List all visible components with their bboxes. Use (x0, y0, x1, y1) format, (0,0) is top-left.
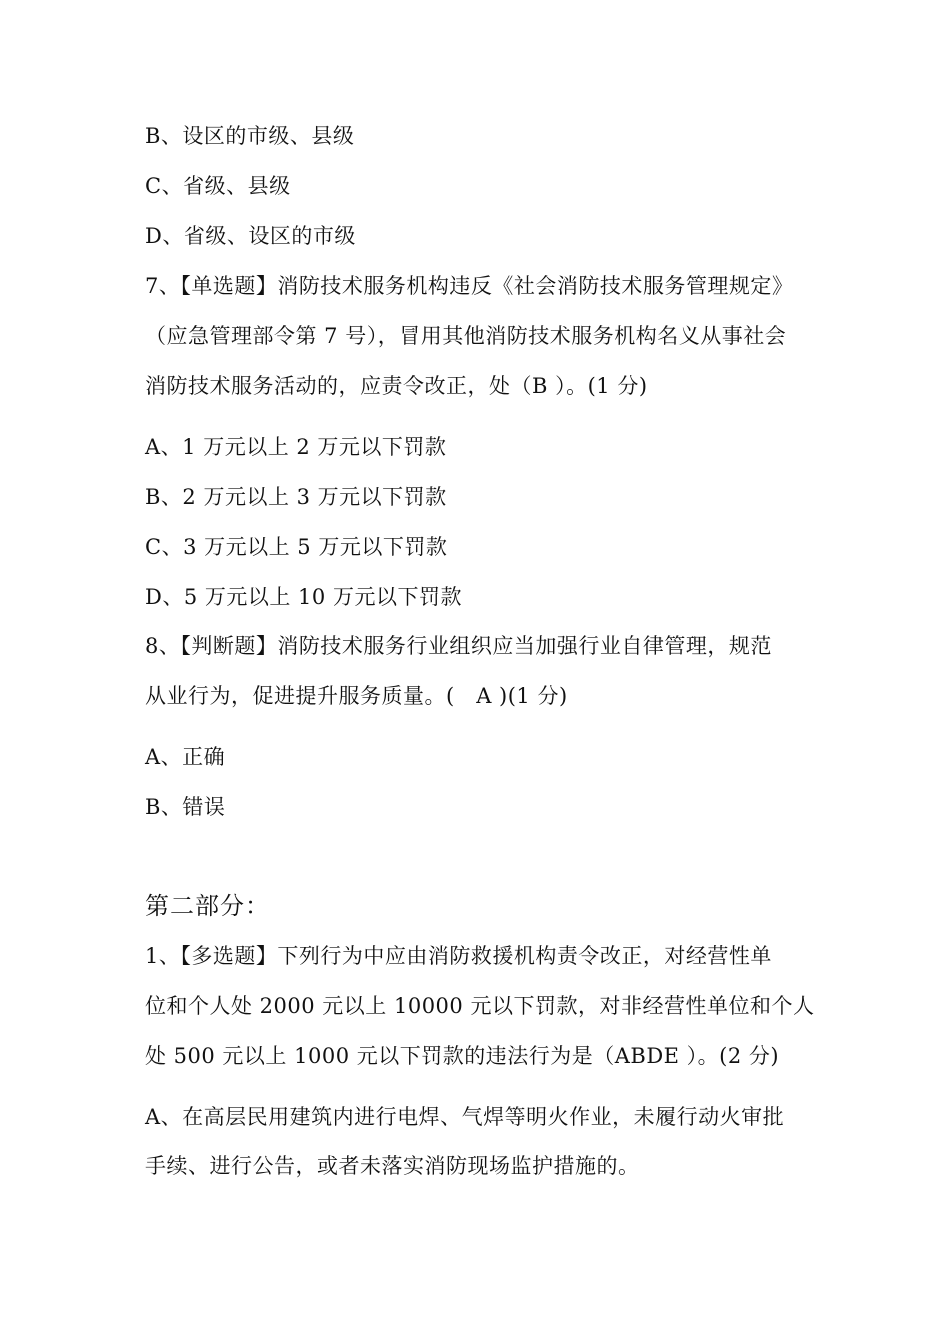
q8-text-line-2: 从业行为，促进提升服务质量。( A )(1 分) (145, 684, 568, 708)
q6-option-c: C、省级、县级 (145, 174, 291, 198)
q7-option-b: B、2 万元以上 3 万元以下罚款 (145, 485, 447, 509)
q7-option-c: C、3 万元以上 5 万元以下罚款 (145, 535, 448, 559)
q8-option-a: A、正确 (145, 745, 226, 769)
section-heading: 第二部分： (145, 892, 270, 920)
q6-option-d: D、省级、设区的市级 (145, 224, 356, 248)
q8-option-b: B、错误 (145, 795, 226, 819)
part2-q1-text-line-1: 1、【多选题】下列行为中应由消防救援机构责令改正，对经营性单 (145, 944, 772, 968)
q6-option-b: B、设区的市级、县级 (145, 124, 355, 148)
q7-text-line-3: 消防技术服务活动的，应责令改正，处（B ）。(1 分) (145, 374, 648, 398)
q8-text-line-1: 8、【判断题】消防技术服务行业组织应当加强行业自律管理，规范 (145, 634, 772, 658)
q7-option-d: D、5 万元以上 10 万元以下罚款 (145, 585, 462, 609)
part2-q1-option-a-line-1: A、在高层民用建筑内进行电焊、气焊等明火作业，未履行动火审批 (145, 1105, 785, 1129)
q7-text-line-2: （应急管理部令第 7 号），冒用其他消防技术服务机构名义从事社会 (145, 324, 787, 348)
part2-q1-option-a-line-2: 手续、进行公告，或者未落实消防现场监护措施的。 (145, 1154, 640, 1178)
q7-option-a: A、1 万元以上 2 万元以下罚款 (145, 435, 447, 459)
q7-text-line-1: 7、【单选题】消防技术服务机构违反《社会消防技术服务管理规定》 (145, 274, 794, 298)
part2-q1-text-line-3: 处 500 元以上 1000 元以下罚款的违法行为是（ABDE ）。(2 分) (145, 1044, 780, 1068)
part2-q1-text-line-2: 位和个人处 2000 元以上 10000 元以下罚款，对非经营性单位和个人 (145, 994, 815, 1018)
